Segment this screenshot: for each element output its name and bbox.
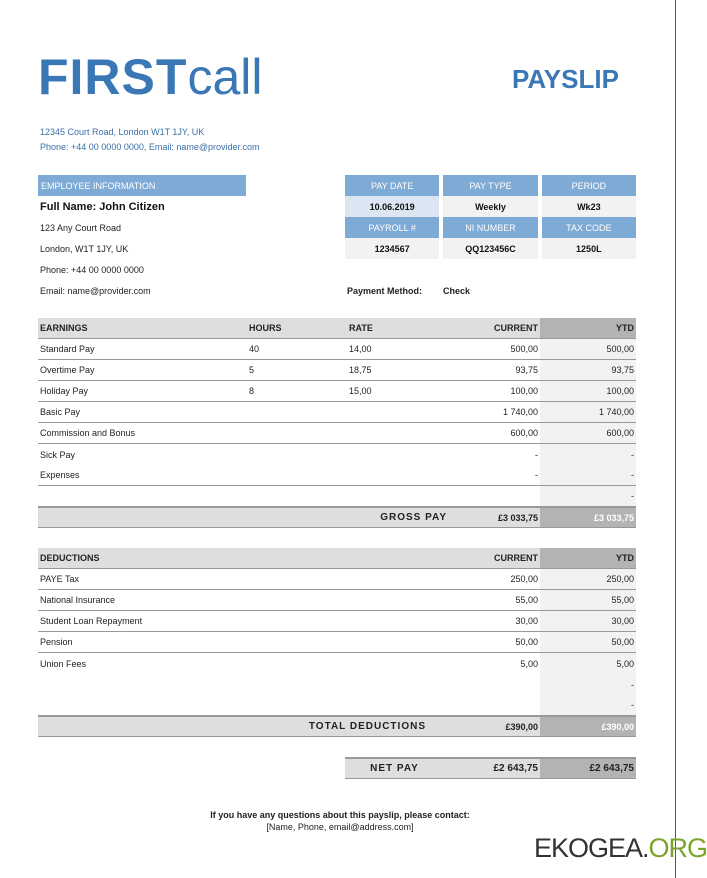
- current-col-label: CURRENT: [494, 553, 538, 563]
- net-pay-current: £2 643,75: [493, 763, 538, 774]
- payroll-value: 1234567: [345, 238, 439, 259]
- net-pay-label: NET PAY: [370, 763, 419, 774]
- pay-info-grid: [345, 175, 636, 259]
- item-label: Basic Pay: [40, 407, 81, 417]
- current-cell: 30,00: [515, 616, 538, 626]
- item-label: Commission and Bonus: [40, 428, 136, 438]
- employee-email: Email: name@provider.com: [40, 286, 151, 296]
- item-label: Sick Pay: [40, 449, 76, 460]
- ytd-cell: 600,00: [540, 423, 636, 443]
- ytd-cell: 50,00: [540, 632, 636, 652]
- item-label: PAYE Tax: [40, 574, 80, 584]
- hours-cell: 40: [249, 344, 260, 354]
- earnings-col-label: EARNINGS: [40, 323, 88, 333]
- pay-type-value: Weekly: [443, 196, 537, 217]
- total-deductions-current: £390,00: [505, 721, 538, 732]
- rate-cell: 15,00: [349, 386, 372, 396]
- tax-code-value: 1250L: [542, 238, 636, 259]
- pay-type-header: PAY TYPE: [443, 175, 537, 196]
- employee-address1: 123 Any Court Road: [40, 223, 122, 233]
- item-label: Holiday Pay: [40, 386, 89, 396]
- current-cell: 5,00: [520, 658, 538, 669]
- ni-number-header: NI NUMBER: [443, 217, 537, 238]
- current-cell: 250,00: [510, 574, 538, 584]
- earnings-row: [38, 402, 636, 423]
- earnings-header-row: [38, 318, 636, 339]
- period-header: PERIOD: [542, 175, 636, 196]
- ytd-cell: 100,00: [540, 381, 636, 401]
- current-cell: 100,00: [510, 386, 538, 396]
- item-label: Expenses: [40, 470, 80, 480]
- gross-pay-ytd: £3 033,75: [540, 508, 636, 527]
- item-label: Overtime Pay: [40, 365, 95, 375]
- hours-cell: 8: [249, 386, 255, 396]
- item-label: Pension: [40, 637, 73, 647]
- employee-name: Full Name: John Citizen: [40, 201, 165, 213]
- company-contact: Phone: +44 00 0000 0000, Email: name@provider.com: [40, 142, 260, 152]
- deductions-header-row: [38, 548, 636, 569]
- company-address: 12345 Court Road, London W1T 1JY, UK: [40, 127, 205, 137]
- current-cell: 500,00: [510, 344, 538, 354]
- ytd-cell: 5,00: [540, 653, 636, 674]
- footer-contact: [Name, Phone, email@address.com]: [266, 822, 414, 832]
- net-pay-ytd: £2 643,75: [540, 759, 636, 778]
- current-cell: [444, 674, 540, 695]
- watermark: EKOGEA.ORG: [534, 833, 707, 863]
- earnings-row: [38, 381, 636, 402]
- footer-question: If you have any questions about this payslip, please contact:: [210, 810, 470, 820]
- ytd-cell: 1 740,00: [540, 402, 636, 422]
- deductions-row: [38, 695, 636, 716]
- ytd-cell: 93,75: [540, 360, 636, 380]
- current-cell: 55,00: [515, 595, 538, 605]
- ytd-cell: 55,00: [540, 590, 636, 610]
- earnings-row: [38, 444, 636, 465]
- payroll-header: PAYROLL #: [345, 217, 439, 238]
- payment-method-value: Check: [443, 286, 471, 296]
- deductions-row: [38, 653, 636, 674]
- employee-address2: London, W1T 1JY, UK: [40, 244, 129, 254]
- deductions-row: [38, 590, 636, 611]
- ytd-cell: -: [540, 695, 636, 715]
- total-deductions-row: [38, 716, 636, 737]
- current-cell: -: [535, 470, 538, 480]
- current-cell: 50,00: [515, 637, 538, 647]
- deductions-table: [38, 548, 636, 737]
- pay-date-value: 10.06.2019: [345, 196, 439, 217]
- document-title: PAYSLIP: [512, 64, 619, 94]
- ni-number-value: QQ123456C: [443, 238, 537, 259]
- ytd-cell: 30,00: [540, 611, 636, 631]
- gross-pay-row: [38, 507, 636, 528]
- ytd-cell: 500,00: [540, 339, 636, 359]
- deductions-row: [38, 611, 636, 632]
- deductions-col-label: DEDUCTIONS: [40, 553, 100, 563]
- page-edge: [675, 0, 676, 878]
- current-cell: 1 740,00: [502, 407, 538, 417]
- hours-col-label: HOURS: [249, 323, 282, 333]
- ytd-cell: -: [540, 674, 636, 695]
- pay-date-header: PAY DATE: [345, 175, 439, 196]
- ytd-col-label: YTD: [540, 318, 636, 338]
- gross-pay-label: GROSS PAY: [380, 512, 447, 523]
- rate-cell: 14,00: [349, 344, 372, 354]
- total-deductions-label: TOTAL DEDUCTIONS: [308, 721, 426, 732]
- earnings-table: [38, 318, 636, 528]
- net-pay-row: [345, 757, 636, 779]
- ytd-cell: -: [540, 486, 636, 506]
- ytd-cell: -: [540, 465, 636, 485]
- earnings-row: [38, 486, 636, 507]
- tax-code-header: TAX CODE: [542, 217, 636, 238]
- payment-method-label: Payment Method:: [347, 286, 423, 296]
- hours-cell: 5: [249, 365, 255, 375]
- employee-info-header: EMPLOYEE INFORMATION: [38, 175, 246, 196]
- item-label: Standard Pay: [40, 344, 95, 354]
- employee-phone: Phone: +44 00 0000 0000: [40, 265, 144, 275]
- earnings-row: [38, 360, 636, 381]
- ytd-cell: 250,00: [540, 569, 636, 589]
- current-cell: 600,00: [510, 428, 538, 438]
- earnings-row: [38, 465, 636, 486]
- current-cell: [444, 486, 540, 506]
- current-cell: [444, 695, 540, 715]
- total-deductions-ytd: £390,00: [540, 717, 636, 736]
- earnings-row: [38, 423, 636, 444]
- deductions-row: [38, 674, 636, 695]
- ytd-cell: -: [540, 444, 636, 465]
- earnings-row: [38, 339, 636, 360]
- rate-col-label: RATE: [349, 323, 373, 333]
- ytd-col-label: YTD: [540, 548, 636, 568]
- rate-cell: 18,75: [349, 365, 372, 375]
- current-cell: 93,75: [515, 365, 538, 375]
- item-label: Union Fees: [40, 658, 87, 669]
- company-logo: FIRSTcall: [38, 49, 263, 105]
- period-value: Wk23: [542, 196, 636, 217]
- current-col-label: CURRENT: [494, 323, 538, 333]
- deductions-row: [38, 632, 636, 653]
- deductions-row: [38, 569, 636, 590]
- gross-pay-current: £3 033,75: [497, 512, 538, 523]
- item-label: National Insurance: [40, 595, 116, 605]
- item-label: Student Loan Repayment: [40, 616, 143, 626]
- current-cell: -: [535, 449, 538, 460]
